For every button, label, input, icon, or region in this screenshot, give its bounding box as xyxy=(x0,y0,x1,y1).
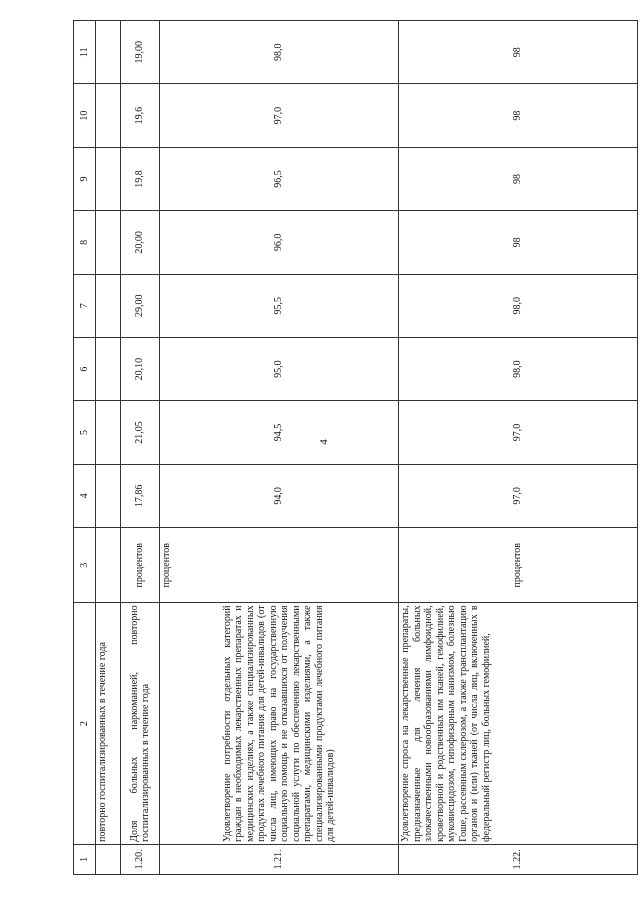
value-cell: 98 xyxy=(399,211,638,274)
header-cell: 11 xyxy=(74,21,96,84)
value-cell: 97,0 xyxy=(399,464,638,527)
value-cell: 29,00 xyxy=(121,274,160,337)
row-number-cell: 1.22. xyxy=(399,844,638,874)
value-cell: 97,0 xyxy=(399,401,638,464)
header-cell: 4 xyxy=(74,464,96,527)
value-cell: 20,00 xyxy=(121,211,160,274)
value-cell: 95,0 xyxy=(160,337,399,400)
header-cell: 3 xyxy=(74,527,96,602)
header-cell: 7 xyxy=(74,274,96,337)
empty-cell xyxy=(96,274,121,337)
table-row xyxy=(399,21,638,875)
value-cell: 98 xyxy=(399,147,638,210)
unit-cell: процентов xyxy=(121,527,160,602)
header-cell: 9 xyxy=(74,147,96,210)
value-cell: 17,86 xyxy=(121,464,160,527)
unit-cell: процентов xyxy=(399,527,638,602)
indicator-name-cell: Удовлетворение потребности отдельных категорий граждан в необходимых лекарственных препаратах и медицинских изделиях, а также специализированных продуктах лечебного питания для детей-инвалидов (от числа лиц, имеющих право на государственную социальную помощь и не отказавшихся от получения социальной услуги по обеспечению лекарственными препаратами, медицинскими изделиями, а также специализированными продуктами лечебного питания для детей-инвалидов) xyxy=(160,603,399,844)
value-cell: 94,0 xyxy=(160,464,399,527)
value-cell: 20,10 xyxy=(121,337,160,400)
rotated-page-content xyxy=(73,20,626,875)
table-row xyxy=(160,21,399,875)
value-cell: 21,05 xyxy=(121,401,160,464)
header-cell: 10 xyxy=(74,84,96,147)
table-row xyxy=(121,21,160,875)
header-cell: 2 xyxy=(74,603,96,844)
empty-cell xyxy=(96,401,121,464)
value-cell: 98,0 xyxy=(160,21,399,84)
value-cell: 98 xyxy=(399,84,638,147)
unit-cell: процентов xyxy=(160,527,399,602)
header-cell: 1 xyxy=(74,844,96,874)
empty-cell xyxy=(96,147,121,210)
indicator-name-cell: Удовлетворение спроса на лекарственные препараты, предназначенные для лечения больных злокачественными новообразованиями лимфоидной, кроветворной и родственных им тканей, гемофилией, муковисцидозом, гипофизарным нанизмом, болезнью Гоше, рассеянным склерозом, а также трансплантацию органов и (или) тканей (от числа лиц, включенных в федеральный регистр лиц, больных гемофилией, xyxy=(399,603,638,844)
value-cell: 19,8 xyxy=(121,147,160,210)
empty-cell xyxy=(96,211,121,274)
value-cell: 98,0 xyxy=(399,337,638,400)
empty-cell xyxy=(96,84,121,147)
row-number-cell xyxy=(96,844,121,874)
value-cell: 96,0 xyxy=(160,211,399,274)
indicator-name-cell: Доля больных наркоманией, повторно госпитализированных в течение года xyxy=(121,603,160,844)
value-cell: 98 xyxy=(399,21,638,84)
row-number-cell: 1.20. xyxy=(121,844,160,874)
table-header-row xyxy=(74,21,96,875)
value-cell: 98,0 xyxy=(399,274,638,337)
empty-cell xyxy=(96,464,121,527)
indicators-table xyxy=(73,20,638,875)
empty-cell xyxy=(96,527,121,602)
header-cell: 6 xyxy=(74,337,96,400)
value-cell: 19,00 xyxy=(121,21,160,84)
header-cell: 5 xyxy=(74,401,96,464)
value-cell: 19,6 xyxy=(121,84,160,147)
value-cell: 97,0 xyxy=(160,84,399,147)
value-cell: 96,5 xyxy=(160,147,399,210)
value-cell: 94,5 xyxy=(160,401,399,464)
table-row-continuation xyxy=(96,21,121,875)
value-cell: 95,5 xyxy=(160,274,399,337)
empty-cell xyxy=(96,21,121,84)
header-cell: 8 xyxy=(74,211,96,274)
empty-cell xyxy=(96,337,121,400)
page-number: 4 xyxy=(318,439,330,445)
indicator-name-cell: повторно госпитализированных в течение года xyxy=(96,603,121,844)
row-number-cell: 1.21. xyxy=(160,844,399,874)
